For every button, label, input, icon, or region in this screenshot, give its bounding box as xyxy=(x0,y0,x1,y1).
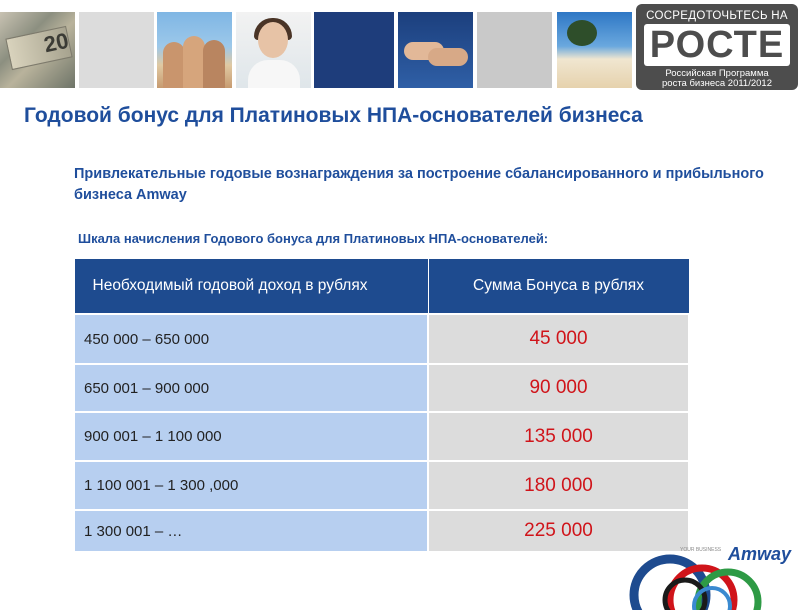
banknotes-photo: 20 xyxy=(0,12,75,88)
header-bonus: Сумма Бонуса в рублях xyxy=(428,259,689,315)
beach-resort-photo xyxy=(557,12,632,88)
header-income: Необходимый годовой доход в рублях xyxy=(74,259,428,315)
bonus-amount: 45 000 xyxy=(428,314,689,364)
amway-logo: Amway xyxy=(728,544,792,564)
table-header-row xyxy=(74,259,689,315)
page-title: Годовой бонус для Платиновых НПА-основателей бизнеса xyxy=(24,104,643,127)
income-range: 1 100 001 – 1 300 ,000 xyxy=(74,461,428,510)
bonus-amount: 90 000 xyxy=(428,364,689,412)
bonus-amount: 135 000 xyxy=(428,412,689,461)
bonus-table xyxy=(73,258,690,553)
bonus-amount: 180 000 xyxy=(428,461,689,510)
income-range: 900 001 – 1 100 000 xyxy=(74,412,428,461)
table-row xyxy=(74,461,689,510)
table-row xyxy=(74,364,689,412)
handshake-photo xyxy=(398,12,473,88)
table-row xyxy=(74,510,689,552)
table-row xyxy=(74,412,689,461)
table-row xyxy=(74,314,689,364)
gray-tile xyxy=(79,12,154,88)
beach-people-photo xyxy=(157,12,232,88)
income-range: 450 000 – 650 000 xyxy=(74,314,428,364)
gray-tile xyxy=(477,12,552,88)
table-caption: Шкала начисления Годового бонуса для Платиновых НПА-основателей: xyxy=(78,231,549,246)
smiling-woman-photo xyxy=(236,12,311,88)
emblem-caption: YOUR BUSINESS xyxy=(680,547,722,553)
income-range: 650 001 – 900 000 xyxy=(74,364,428,412)
bonus-amount: 225 000 xyxy=(428,510,689,552)
income-range: 1 300 001 – … xyxy=(74,510,428,552)
page-subtitle: Привлекательные годовые вознаграждения за построение сбалансированного и прибыльного бизнеса Amway xyxy=(74,166,764,203)
focus-on-growth-logo: СОСРЕДОТОЧЬТЕСЬ НА РОСТЕ Российская Программа роста бизнеса 2011/2012 xyxy=(636,4,798,90)
blue-tile xyxy=(314,12,394,88)
